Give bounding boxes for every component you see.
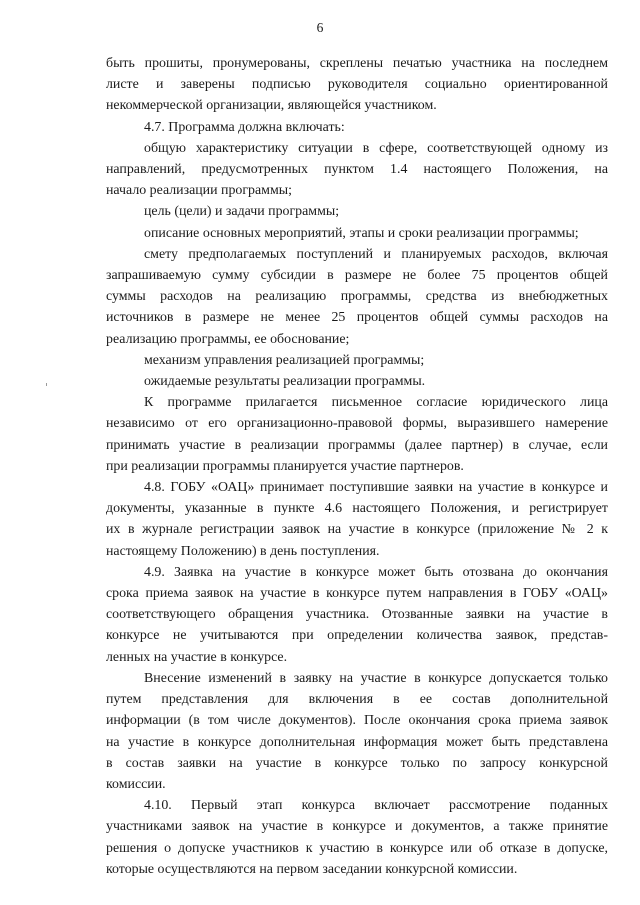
text-line: запрашиваемую сумму субсидии в размере не более 75 процентов общей (106, 268, 608, 284)
list-item-results (106, 371, 608, 392)
text-line: К программе прилагается письменное согласие юридического лица (144, 395, 608, 411)
text-line: 4.7. Программа должна включать: (144, 119, 345, 135)
text-line: информации (в том числе документов). После окончания срока приема заявок (106, 713, 608, 729)
text-line: Внесение изменений в заявку на участие в конкурсе допускается только (144, 670, 608, 686)
text-line: 4.8. ГОБУ «ОАЦ» принимает поступившие заявки на участие в конкурсе и (144, 480, 608, 496)
text-line: ленных на участие в конкурсе. (106, 649, 288, 665)
clause-4-7-heading (106, 117, 608, 138)
text-line: решения о допуске участников к участию в конкурсе или об отказе в допуске, (106, 840, 608, 856)
text-line: независимо от его организационно-правовой формы, выразившего намерение (106, 416, 608, 432)
text-line: на участие в конкурсе дополнительная информация может быть представлена (106, 734, 608, 750)
text-line: принимать участие в реализации программы (далее партнер) в случае, если (106, 437, 608, 453)
text-line: документы, указанные в пункте 4.6 настоящего Положения, и регистрирует (106, 501, 608, 517)
document-body (106, 53, 608, 880)
text-line: механизм управления реализацией программы; (144, 352, 425, 368)
text-line: реализацию программы, ее обоснование; (106, 331, 350, 347)
text-line: комиссии. (106, 776, 166, 792)
text-line: направлений, предусмотренных пунктом 1.4 настоящего Положения, на (106, 162, 608, 178)
clause-4-8 (106, 477, 608, 562)
text-line: быть прошиты, пронумерованы, скреплены печатью участника на последнем (106, 56, 608, 71)
clause-4-10 (106, 795, 608, 880)
list-item-activities (106, 223, 608, 244)
scan-artifact (46, 383, 47, 386)
paragraph-partner-consent (106, 392, 608, 477)
text-line: некоммерческой организации, являющейся участником. (106, 98, 437, 114)
text-line: общую характеристику ситуации в сфере, соответствующей одному из (144, 140, 608, 156)
text-line: листе и заверены подписью руководителя социально ориентированной (106, 77, 608, 93)
text-line: цель (цели) и задачи программы; (144, 204, 340, 220)
text-line: 4.10. Первый этап конкурса включает рассмотрение поданных (144, 798, 608, 814)
text-line: источников в размере не менее 25 процентов общей суммы расходов на (106, 310, 608, 326)
text-line: срока приема заявок на участие в конкурсе путем направления в ГОБУ «ОАЦ» (106, 586, 608, 602)
text-line: участниками заявок на участие в конкурсе и документов, а также принятие (106, 819, 608, 835)
text-line: настоящему Положению) в день поступления. (106, 543, 380, 559)
text-line: путем представления для включения в ее состав дополнительной (106, 692, 608, 708)
clause-4-9 (106, 562, 608, 668)
text-line: при реализации программы планируется участие партнеров. (106, 458, 464, 474)
text-line: их в журнале регистрации заявок на участие в конкурсе (приложение № 2 к (106, 522, 608, 538)
list-item-general-characteristics (106, 138, 608, 202)
paragraph-continuation (106, 53, 608, 117)
text-line: ожидаемые результаты реализации программы. (144, 374, 426, 390)
text-line: описание основных мероприятий, этапы и сроки реализации программы; (144, 225, 579, 241)
text-line: начало реализации программы; (106, 183, 292, 199)
text-line: суммы расходов на реализацию программы, средства из внебюджетных (106, 289, 608, 305)
page-number: 6 (316, 20, 324, 35)
text-line: соответствующего обращения участника. Отозванные заявки на участие в (106, 607, 608, 623)
text-line: конкурсе не учитываются при определении количества заявок, представ- (106, 628, 608, 644)
list-item-management (106, 350, 608, 371)
list-item-goals (106, 201, 608, 222)
paragraph-amendments (106, 668, 608, 795)
list-item-budget (106, 244, 608, 350)
text-line: в состав заявки на участие в конкурсе только по запросу конкурсной (106, 755, 608, 771)
text-line: смету предполагаемых поступлений и планируемых расходов, включая (144, 246, 608, 262)
text-line: 4.9. Заявка на участие в конкурсе может быть отозвана до окончания (144, 564, 608, 580)
text-line: которые осуществляются на первом заседании конкурсной комиссии. (106, 861, 518, 877)
